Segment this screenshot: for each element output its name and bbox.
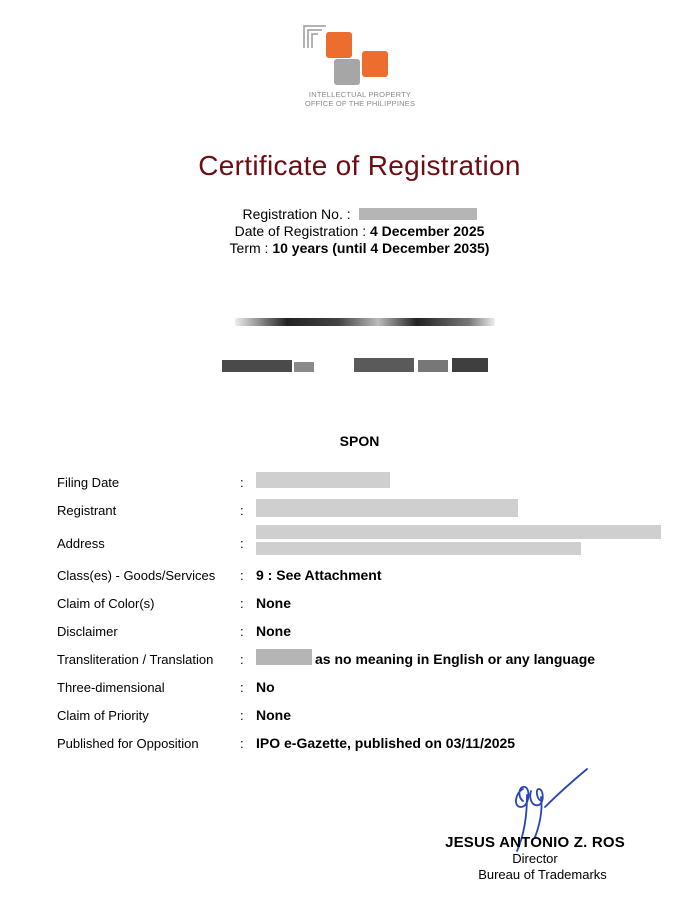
transliteration-value: as no meaning in English or any language: [315, 651, 596, 667]
disclaimer-label: Disclaimer: [57, 624, 118, 639]
filing-date-label: Filing Date: [57, 475, 120, 490]
registration-date-line: [0, 223, 699, 240]
three-dimensional-value: No: [256, 679, 275, 695]
registration-info: [0, 206, 699, 257]
disclaimer-colon: :: [240, 624, 244, 639]
logo-text-line1: INTELLECTUAL PROPERTY: [308, 90, 412, 99]
redacted-filing-date: [256, 472, 390, 488]
mark-name: SPON: [339, 433, 380, 449]
filing-date-colon: :: [240, 475, 244, 490]
published-value: IPO e-Gazette, published on 03/11/2025: [256, 735, 516, 751]
logo-text: [300, 90, 420, 108]
registration-date-label: Date of Registration :: [234, 223, 367, 239]
redacted-transliteration: [256, 649, 312, 665]
transliteration-label: Transliteration / Translation: [57, 652, 214, 667]
redacted-mark-image-bottom: [222, 358, 490, 374]
ipophl-logo: [300, 22, 420, 112]
registration-term-value: 10 years (until 4 December 2035): [272, 240, 490, 256]
claim-of-color-colon: :: [240, 596, 244, 611]
claim-of-color-label: Claim of Color(s): [57, 596, 155, 611]
transliteration-colon: :: [240, 652, 244, 667]
page-title: Certificate of Registration: [198, 150, 521, 181]
registrant-label: Registrant: [57, 503, 117, 518]
claim-of-priority-colon: :: [240, 708, 244, 723]
registration-date-value: 4 December 2025: [369, 223, 485, 239]
redacted-address-line2: [256, 542, 581, 555]
published-label: Published for Opposition: [57, 736, 199, 751]
claim-of-color-value: None: [256, 595, 291, 611]
registrant-colon: :: [240, 503, 244, 518]
logo-gray-square: [334, 59, 360, 85]
logo-orange-square: [326, 32, 352, 58]
three-dimensional-colon: :: [240, 680, 244, 695]
classes-label: Class(es) - Goods/Services: [57, 568, 216, 583]
claim-of-priority-value: None: [256, 707, 291, 723]
classes-value: 9 : See Attachment: [256, 567, 382, 583]
signatory-name: JESUS ANTONIO Z. ROS: [445, 834, 625, 851]
classes-colon: :: [240, 568, 244, 583]
registration-term-line: [0, 240, 699, 257]
published-colon: :: [240, 736, 244, 751]
claim-of-priority-label: Claim of Priority: [57, 708, 149, 723]
registration-term-label: Term :: [229, 240, 269, 256]
logo-text-line2: OFFICE OF THE PHILIPPINES: [304, 99, 416, 108]
signatory-title: Director: [512, 851, 558, 866]
redacted-registrant: [256, 499, 518, 517]
registration-no-line: [0, 206, 699, 223]
three-dimensional-label: Three-dimensional: [57, 680, 165, 695]
registration-no-label: Registration No. :: [242, 206, 351, 222]
logo-orange-square-2: [362, 51, 388, 77]
redacted-mark-image-top: [235, 318, 495, 326]
disclaimer-value: None: [256, 623, 291, 639]
address-colon: :: [240, 536, 244, 551]
address-label: Address: [57, 536, 105, 551]
redacted-registration-no: [359, 208, 477, 220]
redacted-address-line1: [256, 525, 661, 539]
signatory-office: Bureau of Trademarks: [478, 867, 607, 882]
